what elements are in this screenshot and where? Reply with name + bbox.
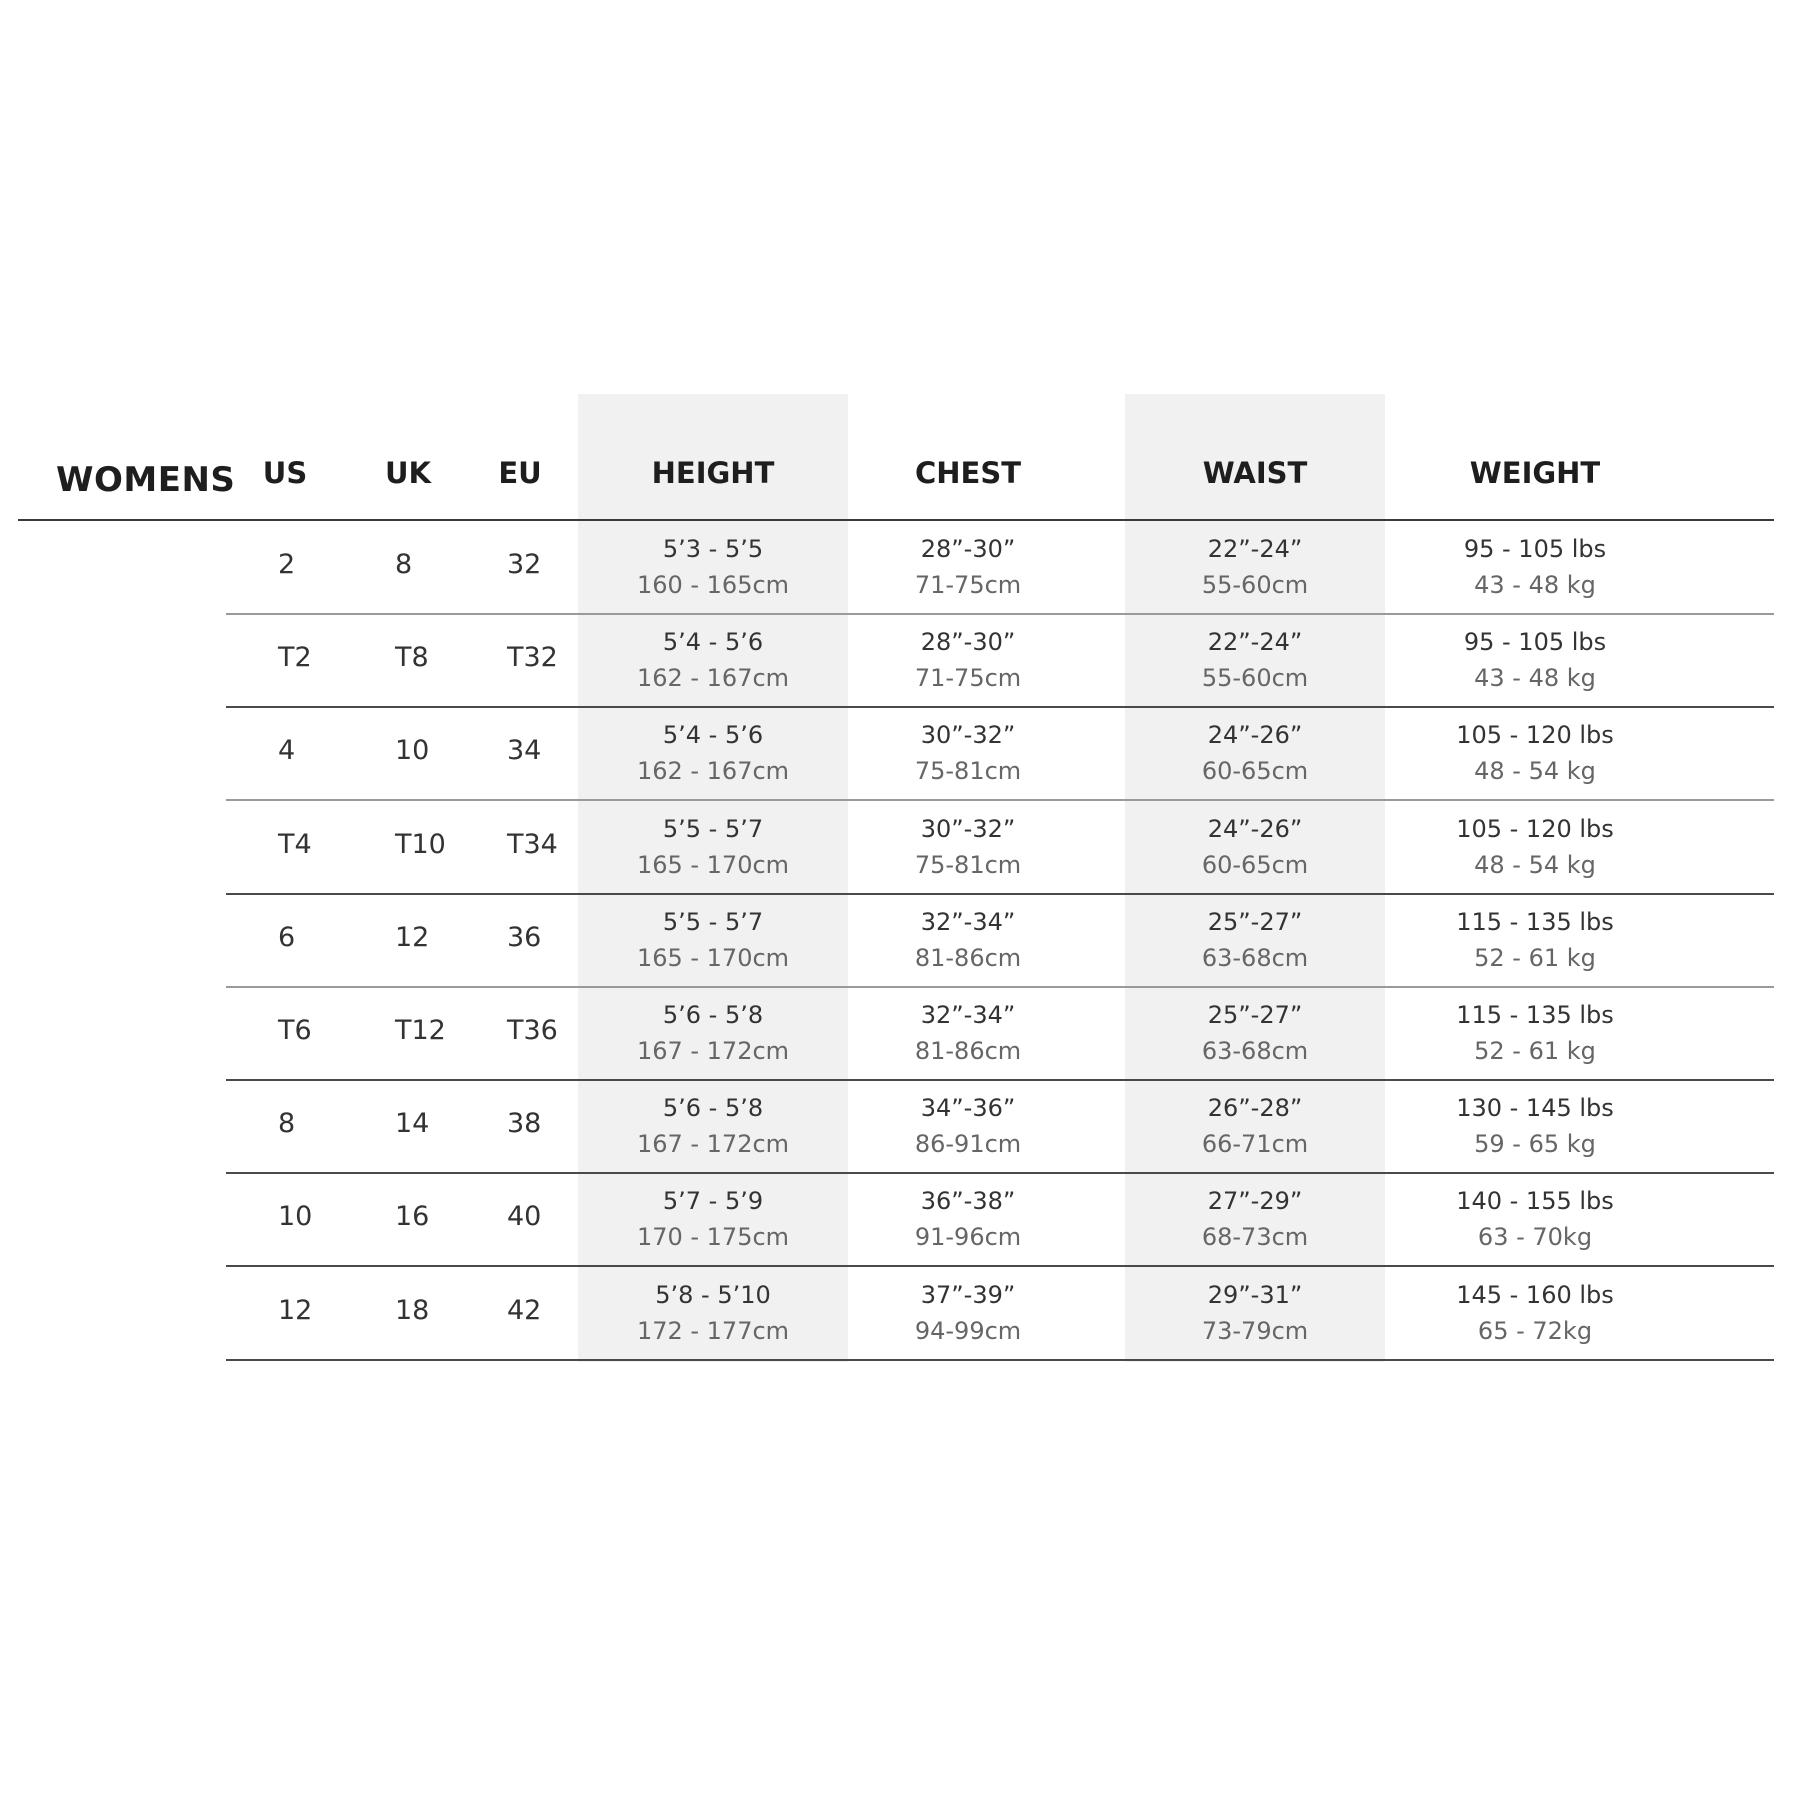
cell-chest-imperial: 37”-39” [920, 1280, 1016, 1309]
cell-waist-metric: 60-65cm [1201, 850, 1309, 879]
cell-weight-imperial: 105 - 120 lbs [1456, 814, 1614, 843]
cell-height-imperial: 5’4 - 5’6 [662, 721, 764, 750]
cell-waist-imperial: 24”-26” [1207, 814, 1303, 843]
cell-height-imperial: 5’7 - 5’9 [662, 1187, 764, 1216]
cell-weight-metric: 48 - 54 kg [1474, 757, 1596, 786]
cell-chest-imperial: 32”-34” [920, 1001, 1016, 1029]
cell-chest-imperial: 28”-30” [920, 535, 1016, 563]
cell-waist [1125, 624, 1385, 698]
cell-chest [850, 717, 1086, 791]
cell-chest-metric: 75-81cm [914, 757, 1022, 786]
cell-weight [1400, 531, 1670, 605]
cell-waist [1125, 904, 1385, 978]
cell-chest-metric: 91-96cm [914, 1223, 1022, 1252]
cell-waist-metric: 73-79cm [1201, 1316, 1309, 1345]
cell-us: T2 [278, 642, 312, 674]
cell-height-imperial: 5’3 - 5’5 [662, 535, 764, 563]
cell-us: 10 [278, 1201, 313, 1233]
cell-height [578, 997, 848, 1071]
cell-chest [850, 811, 1086, 885]
cell-waist-metric: 55-60cm [1201, 571, 1309, 599]
cell-uk: T12 [395, 1015, 446, 1046]
cell-eu: 42 [507, 1294, 542, 1326]
column-header-weight: WEIGHT [1469, 456, 1601, 490]
cell-weight-metric: 65 - 72kg [1477, 1316, 1593, 1345]
cell-chest-imperial: 36”-38” [920, 1187, 1016, 1216]
cell-waist-imperial: 24”-26” [1207, 721, 1303, 750]
cell-weight-imperial: 130 - 145 lbs [1456, 1094, 1614, 1123]
cell-height [578, 1090, 848, 1164]
cell-waist [1125, 997, 1385, 1071]
table-row [0, 521, 1800, 614]
cell-eu: T32 [507, 642, 558, 674]
cell-waist [1125, 531, 1385, 605]
cell-us: T4 [278, 828, 312, 860]
cell-eu: T34 [507, 828, 558, 860]
cell-weight [1400, 1277, 1670, 1351]
cell-chest-metric: 71-75cm [914, 664, 1022, 693]
cell-chest [850, 624, 1086, 698]
cell-waist-imperial: 26”-28” [1207, 1094, 1303, 1123]
cell-weight-metric: 59 - 65 kg [1474, 1130, 1596, 1159]
cell-weight-metric: 43 - 48 kg [1474, 571, 1596, 599]
table-row [0, 707, 1800, 800]
cell-weight-imperial: 105 - 120 lbs [1456, 721, 1614, 750]
chart-title: WOMENS [56, 460, 236, 500]
cell-us: 12 [278, 1294, 313, 1326]
cell-chest-metric: 81-86cm [914, 943, 1022, 972]
cell-waist [1125, 1277, 1385, 1351]
cell-waist-metric: 68-73cm [1201, 1223, 1309, 1252]
cell-weight-imperial: 115 - 135 lbs [1456, 1001, 1614, 1029]
cell-height-metric: 162 - 167cm [636, 664, 790, 693]
column-header-height: HEIGHT [651, 456, 775, 490]
cell-chest [850, 1277, 1086, 1351]
cell-weight-metric: 63 - 70kg [1477, 1223, 1593, 1252]
cell-waist [1125, 1090, 1385, 1164]
cell-weight [1400, 1090, 1670, 1164]
cell-chest-imperial: 34”-36” [920, 1094, 1016, 1123]
cell-weight-imperial: 140 - 155 lbs [1456, 1187, 1614, 1216]
cell-eu: 34 [507, 735, 542, 767]
cell-chest [850, 531, 1086, 605]
cell-height-imperial: 5’4 - 5’6 [662, 628, 764, 657]
cell-chest-metric: 94-99cm [914, 1316, 1022, 1345]
cell-uk: 18 [395, 1294, 430, 1326]
cell-waist-imperial: 22”-24” [1207, 535, 1303, 563]
cell-eu: T36 [507, 1015, 558, 1046]
cell-waist [1125, 811, 1385, 885]
cell-weight-metric: 52 - 61 kg [1474, 1037, 1596, 1065]
cell-height-metric: 165 - 170cm [636, 850, 790, 879]
cell-height-metric: 165 - 170cm [636, 943, 790, 972]
cell-eu: 36 [507, 921, 542, 953]
cell-waist-metric: 60-65cm [1201, 757, 1309, 786]
cell-chest-imperial: 32”-34” [920, 907, 1016, 936]
cell-waist-imperial: 25”-27” [1207, 907, 1303, 936]
cell-us: 6 [278, 921, 296, 953]
cell-height-imperial: 5’6 - 5’8 [662, 1094, 764, 1123]
cell-waist-imperial: 27”-29” [1207, 1187, 1303, 1216]
cell-eu: 38 [507, 1108, 542, 1140]
cell-height [578, 624, 848, 698]
cell-chest-metric: 71-75cm [914, 571, 1022, 599]
cell-weight-metric: 43 - 48 kg [1474, 664, 1596, 693]
cell-waist-metric: 63-68cm [1201, 1037, 1309, 1065]
cell-height-metric: 162 - 167cm [636, 757, 790, 786]
cell-chest-metric: 81-86cm [914, 1037, 1022, 1065]
column-header-eu: EU [498, 456, 542, 490]
cell-height-imperial: 5’5 - 5’7 [662, 907, 764, 936]
cell-chest [850, 904, 1086, 978]
cell-eu: 40 [507, 1201, 542, 1233]
cell-height [578, 717, 848, 791]
cell-waist [1125, 717, 1385, 791]
row-divider [226, 1359, 1774, 1361]
cell-waist-metric: 63-68cm [1201, 943, 1309, 972]
cell-chest-imperial: 30”-32” [920, 814, 1016, 843]
table-row [0, 1173, 1800, 1266]
cell-weight [1400, 624, 1670, 698]
cell-weight [1400, 717, 1670, 791]
cell-height [578, 904, 848, 978]
cell-waist-metric: 55-60cm [1201, 664, 1309, 693]
cell-weight-imperial: 95 - 105 lbs [1463, 628, 1607, 657]
cell-us: 2 [278, 549, 296, 580]
cell-chest-imperial: 28”-30” [920, 628, 1016, 657]
cell-weight-imperial: 145 - 160 lbs [1456, 1280, 1614, 1309]
cell-height [578, 531, 848, 605]
cell-weight [1400, 904, 1670, 978]
cell-height-imperial: 5’5 - 5’7 [662, 814, 764, 843]
cell-chest [850, 1183, 1086, 1257]
cell-height [578, 811, 848, 885]
cell-chest [850, 1090, 1086, 1164]
cell-height-metric: 167 - 172cm [636, 1037, 790, 1065]
table-row [0, 987, 1800, 1080]
cell-waist-imperial: 29”-31” [1207, 1280, 1303, 1309]
cell-uk: 12 [395, 921, 430, 953]
cell-chest-metric: 86-91cm [914, 1130, 1022, 1159]
cell-height-imperial: 5’8 - 5’10 [655, 1280, 771, 1309]
cell-uk: T8 [395, 642, 429, 674]
table-row [0, 614, 1800, 707]
cell-weight [1400, 997, 1670, 1071]
column-header-uk: UK [384, 456, 432, 490]
cell-weight-metric: 52 - 61 kg [1474, 943, 1596, 972]
cell-height-metric: 172 - 177cm [636, 1316, 790, 1345]
cell-weight-imperial: 95 - 105 lbs [1463, 535, 1607, 563]
cell-waist-imperial: 22”-24” [1207, 628, 1303, 657]
cell-weight [1400, 811, 1670, 885]
cell-uk: 14 [395, 1108, 430, 1140]
column-header-us: US [262, 456, 308, 490]
cell-height [578, 1183, 848, 1257]
cell-uk: 10 [395, 735, 430, 767]
cell-chest-imperial: 30”-32” [920, 721, 1016, 750]
cell-weight-metric: 48 - 54 kg [1474, 850, 1596, 879]
table-row [0, 1080, 1800, 1173]
cell-height-imperial: 5’6 - 5’8 [662, 1001, 764, 1029]
table-row [0, 801, 1800, 894]
column-header-chest: CHEST [914, 456, 1022, 490]
cell-chest [850, 997, 1086, 1071]
cell-us: T6 [278, 1015, 312, 1046]
table-row [0, 1267, 1800, 1360]
table-row [0, 894, 1800, 987]
cell-us: 4 [278, 735, 296, 767]
cell-waist-imperial: 25”-27” [1207, 1001, 1303, 1029]
cell-weight-imperial: 115 - 135 lbs [1456, 907, 1614, 936]
cell-height-metric: 170 - 175cm [636, 1223, 790, 1252]
cell-eu: 32 [507, 549, 542, 580]
cell-weight [1400, 1183, 1670, 1257]
cell-waist [1125, 1183, 1385, 1257]
cell-uk: 8 [395, 549, 413, 580]
cell-waist-metric: 66-71cm [1201, 1130, 1309, 1159]
cell-height [578, 1277, 848, 1351]
column-header-waist: WAIST [1202, 456, 1308, 490]
cell-height-metric: 167 - 172cm [636, 1130, 790, 1159]
cell-uk: 16 [395, 1201, 430, 1233]
cell-us: 8 [278, 1108, 296, 1140]
cell-height-metric: 160 - 165cm [636, 571, 790, 599]
cell-chest-metric: 75-81cm [914, 850, 1022, 879]
cell-uk: T10 [395, 828, 446, 860]
